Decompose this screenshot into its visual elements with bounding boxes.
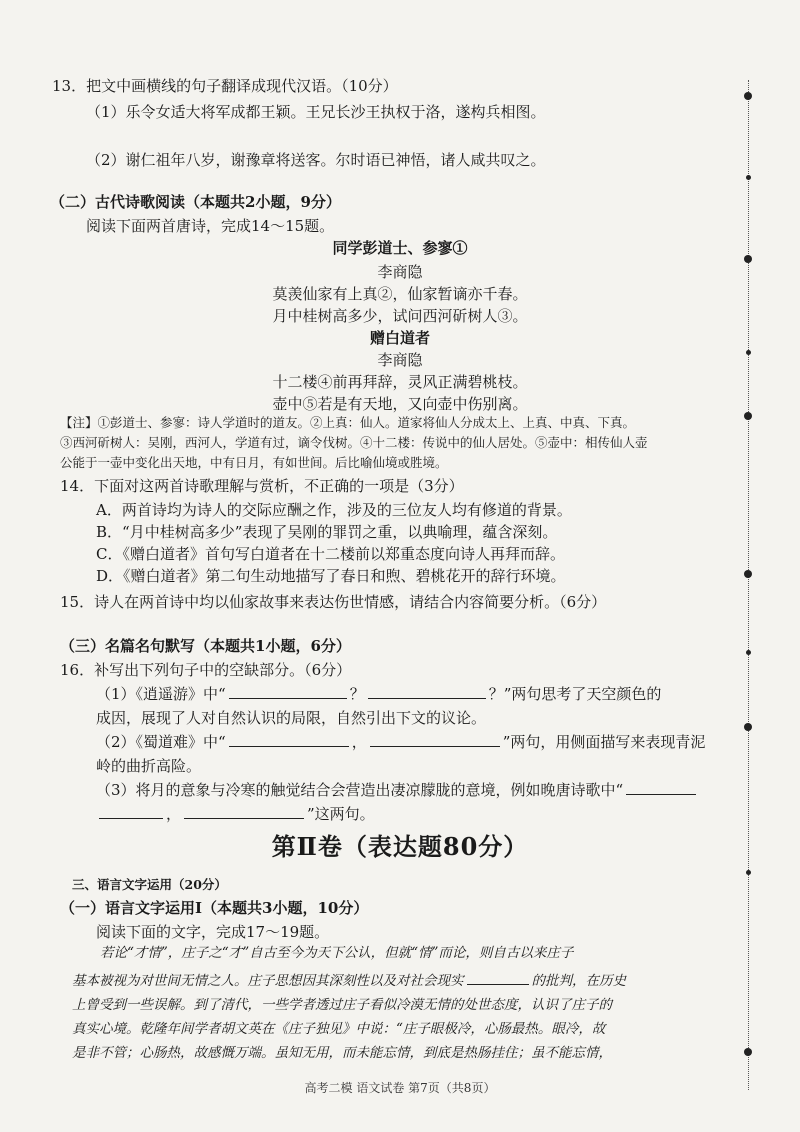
q16-item-3-comma: ， (166, 805, 182, 823)
q16-blank-5[interactable] (626, 780, 696, 795)
q16-item-3-cont (96, 804, 375, 824)
binding-dot (744, 412, 752, 420)
poem-2-author: 李商隐 (377, 351, 423, 369)
q16-item-1-suffix: ？”两句思考了天空颜色的 (488, 685, 662, 703)
volume-2-title: 第Ⅱ卷（表达题80分） (271, 832, 529, 861)
binding-dot (744, 255, 752, 263)
q16-item-2-cont: 岭的曲折高险。 (96, 757, 202, 775)
q16-blank-6[interactable] (99, 804, 163, 819)
poem-note-1: 【注】①彭道士、参寥：诗人学道时的道友。②上真：仙人。道家将仙人分成太上、上真、中真、下真。 (60, 415, 636, 430)
binding-dot (746, 650, 751, 655)
binding-dot (744, 570, 752, 578)
binding-dot (746, 350, 751, 355)
q13-sentence-1: （1）乐令女适大将军成都王颖。王兄长沙王执权于洛，遂构兵相图。 (86, 103, 546, 121)
binding-dot (746, 175, 751, 180)
q16-blank-7[interactable] (184, 804, 304, 819)
poem-2-line-1: 十二楼④前再拜辞，灵风正满碧桃枝。 (272, 373, 528, 391)
section-3-heading: （三）名篇名句默写（本题共1小题，6分） (60, 637, 351, 655)
poem-1-line-1: 莫羡仙家有上真②，仙家暂谪亦千春。 (272, 285, 528, 303)
q16-item-1-mark: ？ (349, 685, 365, 703)
passage-line-3: 上曾受到一些误解。到了清代，一些学者透过庄子看似冷漠无情的处世态度，认识了庄子的 (72, 997, 612, 1013)
poem-1-author: 李商隐 (377, 263, 423, 281)
q16-item-3-suffix: ”这两句。 (307, 805, 375, 823)
part-3-heading: 三、语言文字运用（20分） (72, 877, 227, 892)
passage-line-4: 真实心境。乾隆年间学者胡文英在《庄子独见》中说：“庄子眼极冷，心肠最热。眼冷，故 (72, 1021, 606, 1037)
section-2-intro: 阅读下面两首唐诗，完成14～15题。 (86, 217, 335, 235)
q16-item-1-cont: 成因，展现了人对自然认识的局限，自然引出下文的议论。 (96, 709, 487, 727)
passage-line-1: 若论“才情”，庄子之“才”自古至今为天下公认，但就“情”而论，则自古以来庄子 (100, 945, 574, 961)
q16-item-2-prefix: （2）《蜀道难》中“ (96, 733, 226, 751)
q16-item-3 (96, 780, 699, 800)
poem-2-line-2: 壶中⑤若是有天地，又向壶中伤别离。 (272, 395, 528, 413)
q16-blank-1[interactable] (229, 684, 347, 699)
binding-dot (744, 92, 752, 100)
q16-item-2-comma: ， (351, 733, 367, 751)
poem-1-line-2: 月中桂树高多少，试问西河斫树人③。 (272, 307, 528, 325)
passage-blank-1[interactable] (467, 970, 529, 985)
q15-stem: 15．诗人在两首诗中均以仙家故事来表达伤世情感，请结合内容简要分析。（6分） (60, 593, 607, 611)
q13-stem: 13．把文中画横线的句子翻译成现代汉语。（10分） (52, 77, 398, 95)
binding-dotted-line (748, 80, 749, 1090)
binding-dot (744, 1048, 752, 1056)
passage-line-5: 是非不管；心肠热，故感慨万端。虽知无用，而未能忘情，到底是热肠挂住；虽不能忘情， (72, 1045, 612, 1061)
q14-option-b: B．“月中桂树高多少”表现了吴刚的罪罚之重，以典喻理，蕴含深刻。 (96, 523, 558, 541)
passage-line-2-b: 的批判，在历史 (531, 973, 626, 989)
q14-option-c: C．《赠白道者》首句写白道者在十二楼前以郑重态度向诗人再拜而辞。 (96, 545, 565, 563)
q16-blank-4[interactable] (370, 732, 500, 747)
q14-stem: 14．下面对这两首诗歌理解与赏析，不正确的一项是（3分） (60, 477, 464, 495)
q16-stem: 16．补写出下列句子中的空缺部分。（6分） (60, 661, 352, 679)
q16-item-3-prefix: （3）将月的意象与冷寒的触觉结合会营造出凄凉朦胧的意境，例如晚唐诗歌中“ (96, 781, 624, 799)
q16-item-2 (96, 732, 705, 752)
poem-1-title: 同学彭道士、参寥① (332, 239, 468, 257)
part-3-sub-1: （一）语言文字运用Ⅰ（本题共3小题，10分） (60, 899, 369, 917)
q16-blank-2[interactable] (368, 684, 486, 699)
q16-blank-3[interactable] (229, 732, 349, 747)
section-2-heading: （二）古代诗歌阅读（本题共2小题，9分） (50, 193, 341, 211)
q16-item-1-prefix: （1）《逍遥游》中“ (96, 685, 226, 703)
q16-item-1 (96, 684, 661, 704)
page-footer: 高考二模 语文试卷 第7页（共8页） (304, 1081, 496, 1095)
binding-dot (744, 723, 752, 731)
q14-option-a: A．两首诗均为诗人的交际应酬之作，涉及的三位友人均有修道的背景。 (96, 501, 572, 519)
q13-sentence-2: （2）谢仁祖年八岁，谢豫章将送客。尔时语已神悟，诸人咸共叹之。 (86, 151, 546, 169)
poem-note-2: ③西河斫树人：吴刚，西河人，学道有过，谪令伐树。④十二楼：传说中的仙人居处。⑤壶中：相传仙人壶 (60, 435, 648, 450)
passage-line-2-a: 基本被视为对世间无情之人。庄子思想因其深刻性以及对社会现实 (72, 973, 464, 989)
q14-option-d: D．《赠白道者》第二句生动地描写了春日和煦、碧桃花开的辞行环境。 (96, 567, 566, 585)
q16-item-2-suffix: ”两句，用侧面描写来表现青泥 (502, 733, 706, 751)
poem-note-3: 公能于一壶中变化出天地，中有日月，有如世间。后比喻仙境或胜境。 (60, 455, 448, 470)
binding-dot (746, 870, 751, 875)
passage-line-2 (72, 970, 626, 991)
part-3-intro: 阅读下面的文字，完成17～19题。 (96, 923, 330, 941)
poem-2-title: 赠白道者 (369, 329, 430, 347)
